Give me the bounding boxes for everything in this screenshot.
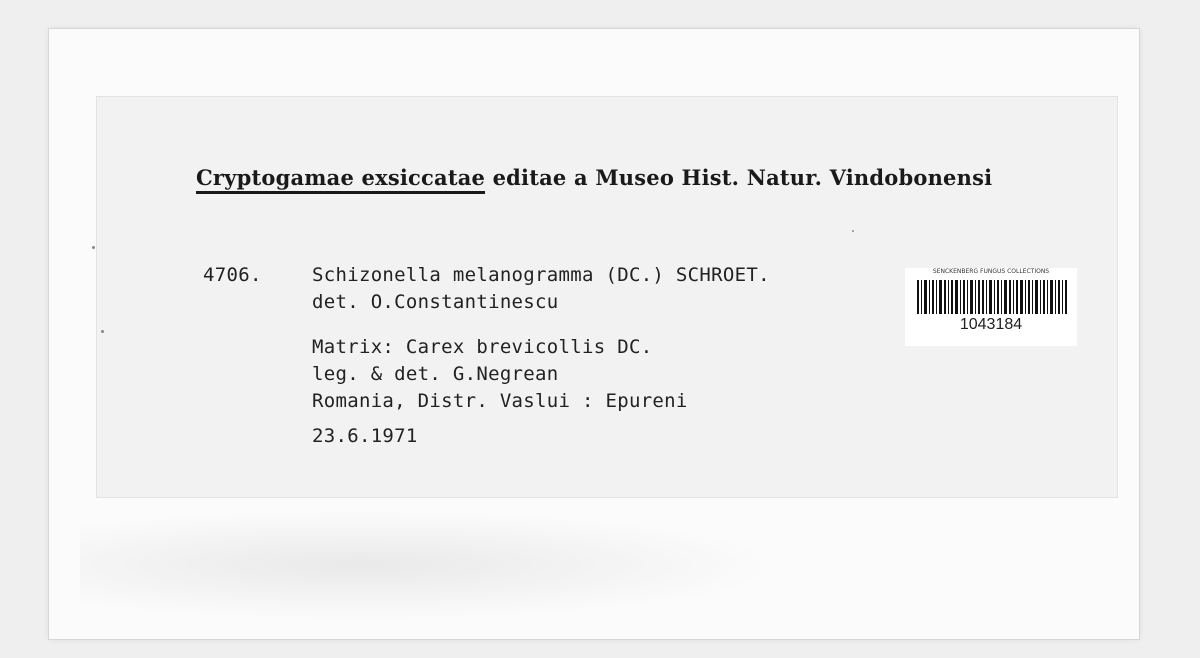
matrix-host: Matrix: Carex brevicollis DC. bbox=[312, 336, 653, 358]
collection-header bbox=[196, 165, 992, 190]
barcode-title: SENCKENBERG FUNGUS COLLECTIONS bbox=[932, 268, 1050, 275]
locality: Romania, Distr. Vaslui : Epureni bbox=[312, 390, 688, 412]
barcode-number: 1043184 bbox=[959, 316, 1023, 333]
envelope-smudge bbox=[80, 510, 780, 620]
header-publisher: editae a Museo Hist. Natur. Vindobonensi bbox=[485, 165, 993, 190]
collection-date: 23.6.1971 bbox=[312, 425, 418, 447]
exsiccata-number: 4706. bbox=[203, 264, 262, 286]
determiner: det. O.Constantinescu bbox=[312, 291, 559, 313]
collector: leg. & det. G.Negrean bbox=[312, 363, 559, 385]
speck bbox=[92, 246, 95, 249]
barcode-label bbox=[905, 268, 1077, 346]
barcode-icon bbox=[917, 280, 1067, 314]
taxon-name: Schizonella melanogramma (DC.) SCHROET. bbox=[312, 264, 770, 286]
speck bbox=[101, 330, 104, 333]
header-series-title: Cryptogamae exsiccatae bbox=[196, 165, 485, 194]
speck bbox=[852, 230, 854, 232]
